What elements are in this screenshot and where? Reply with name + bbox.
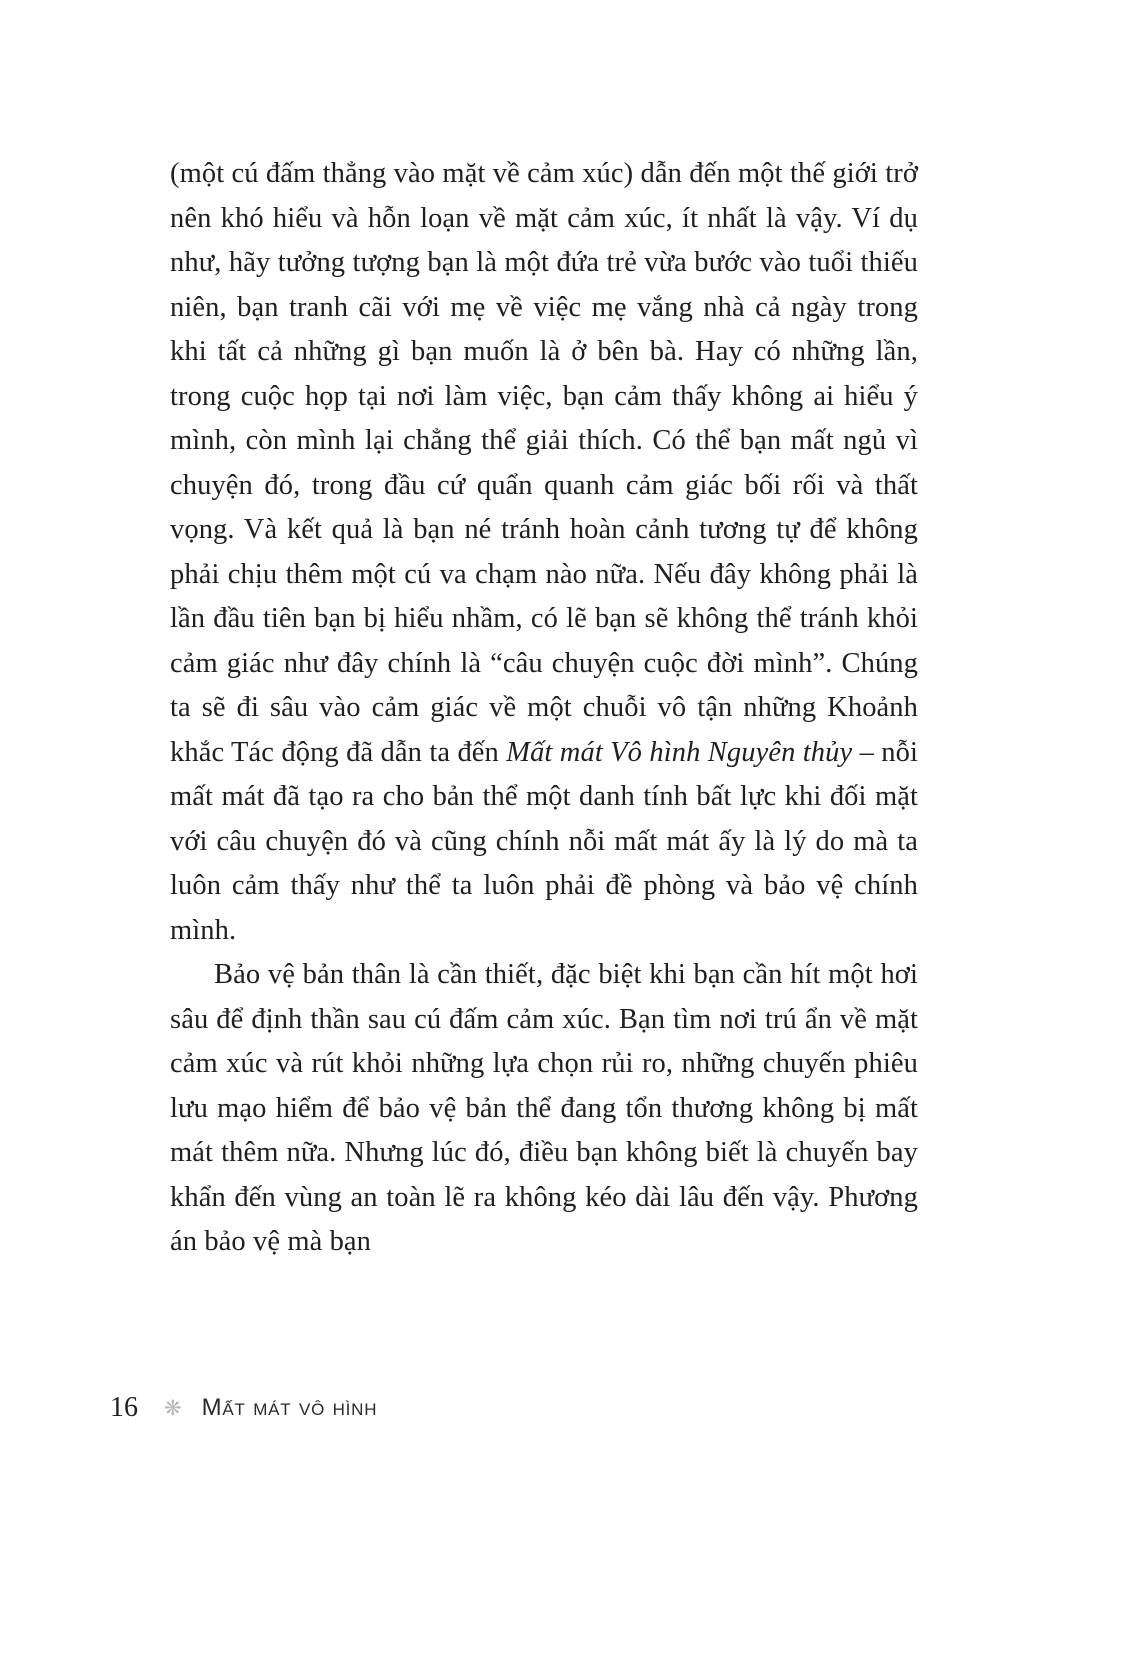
paragraph-text: (một cú đấm thẳng vào mặt về cảm xúc) dẫn đến một thế giới trở nên khó hiểu và hỗn loạn về mặt cảm xúc, ít nhất là vậy. Ví dụ như, hãy tưởng tượng bạn là một đứa trẻ vừa bước vào tuổi thiếu niên, bạn tranh cãi với mẹ về việc mẹ vắng nhà cả ngày trong khi tất cả những gì bạn muốn là ở bên bà. Hay có những lần, trong cuộc họp tại nơi làm việc, bạn cảm thấy không ai hiểu ý mình, còn mình lại chẳng thể giải thích. Có thể bạn mất ngủ vì chuyện đó, trong đầu cứ quẩn quanh cảm giác bối rối và thất vọng. Và kết quả là bạn né tránh hoàn cảnh tương tự để không phải chịu thêm một cú va chạm nào nữa. Nếu đây không phải là lần đầu tiên bạn bị hiểu nhầm, có lẽ bạn sẽ không thể tránh khỏi cảm giác như đây chính là “câu chuyện cuộc đời mình”. Chúng ta sẽ đi sâu vào cảm giác về một chuỗi vô tận những Khoảnh khắc Tác động đã dẫn ta đến — [170, 158, 918, 768]
book-title-italic: Mất mát Vô hình Nguyên thủy — [506, 736, 853, 768]
flower-ornament-icon: ❋ — [164, 1395, 182, 1420]
page-footer — [110, 1392, 377, 1424]
page-body — [170, 152, 918, 1265]
paragraph — [170, 953, 918, 1265]
paragraph-text: – nỗi mất mát đã tạo ra cho bản thể một danh tính bất lực khi đối mặt với câu chuyện đó và cũng chính nỗi mất mát ấy là lý do mà ta luôn cảm thấy như thể ta luôn phải đề phòng và bảo vệ chính mình. — [170, 736, 918, 946]
paragraph — [170, 152, 918, 953]
paragraph-text: Bảo vệ bản thân là cần thiết, đặc biệt khi bạn cần hít một hơi sâu để định thần sau cú đấm cảm xúc. Bạn tìm nơi trú ẩn về mặt cảm xúc và rút khỏi những lựa chọn rủi ro, những chuyến phiêu lưu mạo hiểm để bảo vệ bản thể đang tổn thương không bị mất mát thêm nữa. Nhưng lúc đó, điều bạn không biết là chuyến bay khẩn đến vùng an toàn lẽ ra không kéo dài lâu đến vậy. Phương án bảo vệ mà bạn — [170, 959, 918, 1257]
page-number: 16 — [110, 1392, 138, 1423]
running-title: Mất mát vô hình — [201, 1394, 378, 1421]
